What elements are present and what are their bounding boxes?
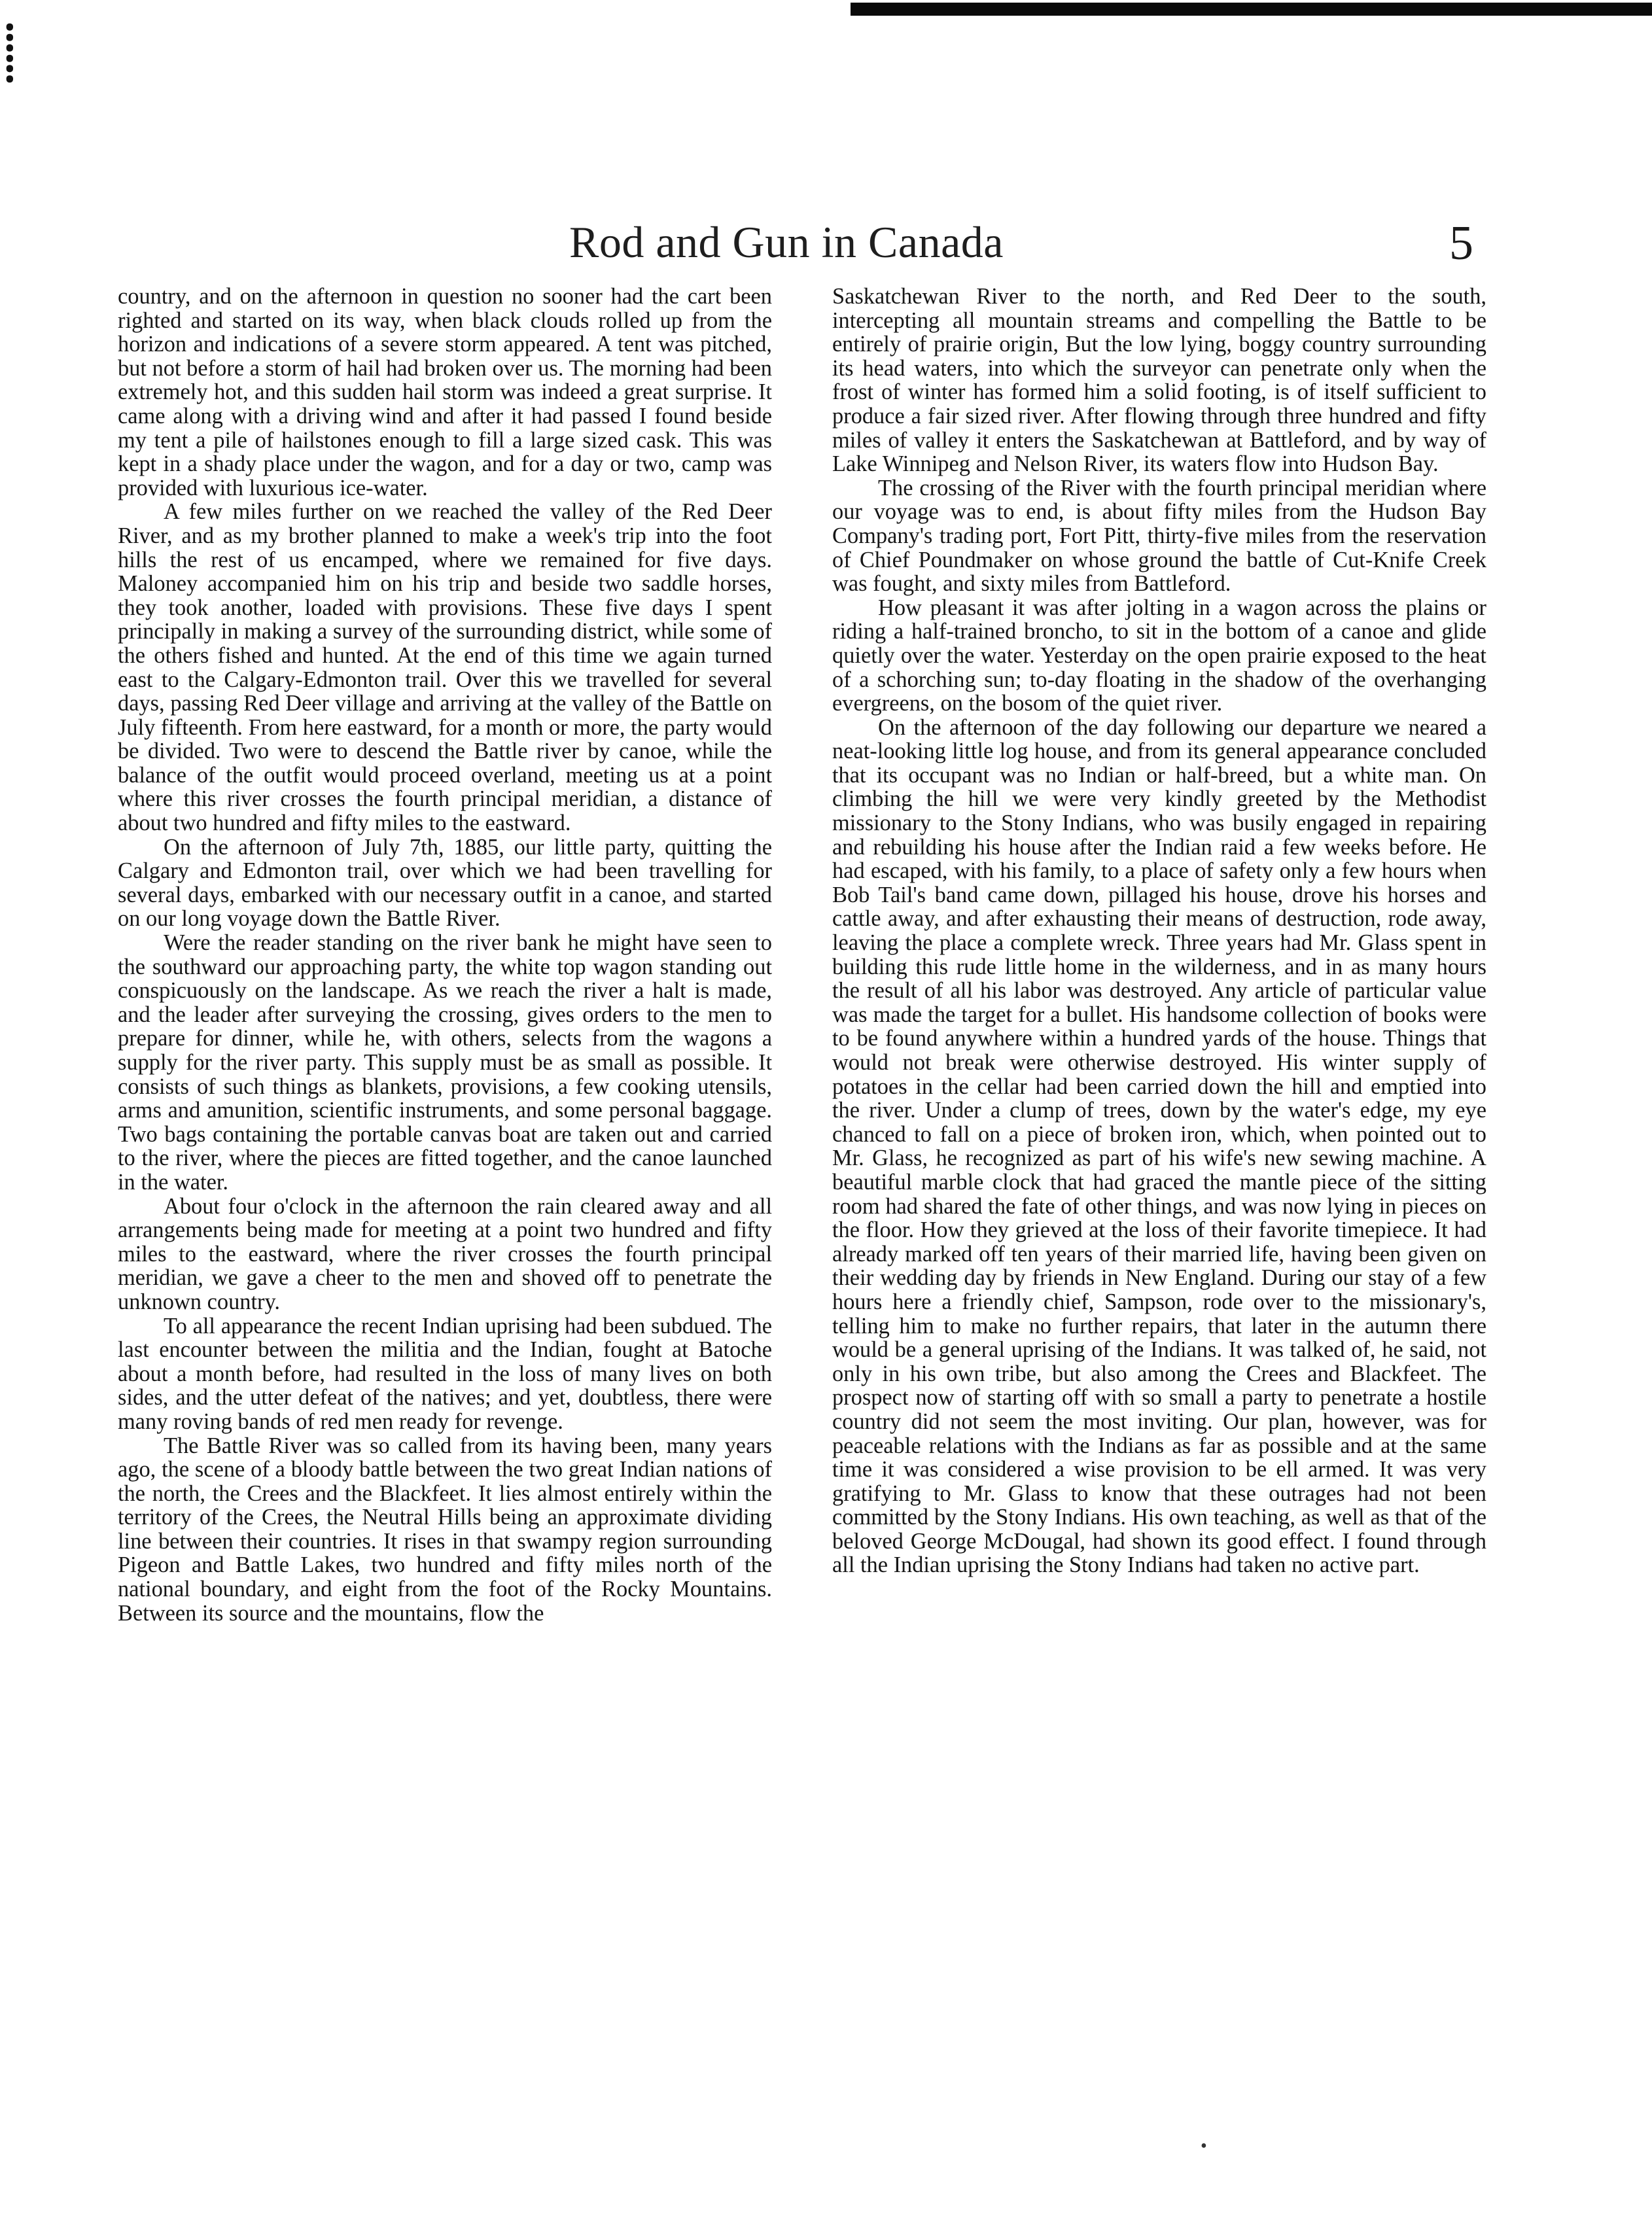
stray-mark: •	[1201, 2136, 1207, 2156]
paragraph: The Battle River was so called from its having been, many years ago, the scene of a bloody battle between the two great Indian nations of the north, the Crees and the Blackfeet. It lies almost entirely within the territory of the Crees, the Neutral Hills being an approximate dividing line between their countries. It rises in that swampy region surrounding Pigeon and Battle Lakes, two hundred and fifty miles north of the national boundary, and eight from the foot of the Rocky Mountains. Between its source and the mountains, flow the	[118, 1433, 772, 1626]
paragraph: The crossing of the River with the fourth principal meridian where our voyage was to end, is about fifty miles from the Hudson Bay Company's trading port, Fort Pitt, thirty-five miles from the reservation of Chief Poundmaker on whose ground the battle of Cut-Knife Creek was fought, and sixty miles from Battleford.	[832, 475, 1486, 597]
paragraph: How pleasant it was after jolting in a wagon across the plains or riding a half-trained broncho, to sit in the bottom of a canoe and glide quietly over the water. Yesterday on the open prairie exposed to the heat of a schorching sun; to-day floating in the shadow of the overhanging evergreens, on the bosom of the quiet river.	[832, 595, 1486, 716]
page-title: Rod and Gun in Canada	[569, 217, 1004, 267]
paragraph: About four o'clock in the afternoon the rain cleared away and all arrangements being made for meeting at a point two hundred and fifty miles to the eastward, where the river crosses the fourth principal meridian, we gave a cheer to the men and shoved off to penetrate the unknown country.	[118, 1193, 772, 1314]
right-column	[832, 285, 1486, 1577]
page-header	[0, 209, 1652, 288]
page-number: 5	[1449, 217, 1473, 270]
paragraph: Were the reader standing on the river bank he might have seen to the southward our approaching party, the white top wagon standing out conspicuously on the landscape. As we reach the river a halt is made, and the leader after surveying the crossing, gives orders to the men to prepare for dinner, while he, with others, selects from the wagons a supply for the river party. This supply must be as small as possible. It consists of such things as blankets, provisions, a few cooking utensils, arms and amunition, scientific instruments, and some personal baggage. Two bags containing the portable canvas boat are taken out and carried to the river, where the pieces are fitted together, and the canoe launched in the water.	[118, 930, 772, 1195]
top-rule	[851, 3, 1652, 16]
paragraph: Saskatchewan River to the north, and Red Deer to the south, intercepting all mountain streams and compelling the Battle to be entirely of prairie origin, But the low lying, boggy country surrounding its head waters, into which the surveyor can penetrate only when the frost of winter has formed him a solid footing, is of itself sufficient to produce a fair sized river. After flowing through three hundred and fifty miles of valley it enters the Saskatchewan at Battleford, and by way of Lake Winnipeg and Nelson River, its waters flow into Hudson Bay.	[832, 284, 1486, 477]
corner-mark: ⸽	[3, 23, 17, 84]
paragraph: On the afternoon of July 7th, 1885, our little party, quitting the Calgary and Edmonton trail, over which we had been travelling for several days, embarked with our necessary outfit in a canoe, and started on our long voyage down the Battle River.	[118, 834, 772, 932]
paragraph: A few miles further on we reached the valley of the Red Deer River, and as my brother planned to make a week's trip into the foot hills the rest of us encamped, where we remained for five days. Maloney accompanied him on his trip and beside two saddle horses, they took another, loaded with provisions. These five days I spent principally in making a survey of the surrounding district, while some of the others fished and hunted. At the end of this time we again turned east to the Calgary-Edmonton trail. Over this we travelled for several days, passing Red Deer village and arriving at the valley of the Battle on July fifteenth. From here eastward, for a month or more, the party would be divided. Two were to descend the Battle river by canoe, while the balance of the outfit would proceed overland, meeting us at a point where this river crosses the fourth principal meridian, a distance of about two hundred and fifty miles to the eastward.	[118, 499, 772, 836]
left-column	[118, 285, 772, 1625]
paragraph: On the afternoon of the day following our departure we neared a neat-looking little log house, and from its general appearance concluded that its occupant was no Indian or half-breed, but a white man. On climbing the hill we were very kindly greeted by the Methodist missionary to the Stony Indians, who was busily engaged in repairing and rebuilding his house after the Indian raid a few weeks before. He had escaped, with his family, to a place of safety only a few hours when Bob Tail's band came down, pillaged his house, drove his horses and cattle away, and after exhausting their means of destruction, rode away, leaving the place a complete wreck. Three years had Mr. Glass spent in building this rude little home in the wilderness, and in as many hours the result of all his labor was destroyed. Any article of particular value was made the target for a bullet. His handsome collection of books were to be found anywhere within a hundred yards of the house. Things that would not break were otherwise destroyed. His winter supply of potatoes in the cellar had been carried down the hill and emptied into the river. Under a clump of trees, down by the water's edge, my eye chanced to fall on a piece of broken iron, which, when pointed out to Mr. Glass, he recognized as part of his wife's new sewing machine. A beautiful marble clock that had graced the mantle piece of the sitting room had shared the fate of other things, and was now lying in pieces on the floor. How they grieved at the loss of their favorite timepiece. It had already marked off ten years of their married life, having been given on their wedding day by friends in New England. During our stay of a few hours here a friendly chief, Sampson, rode over to the missionary's, telling him to make no further repairs, that later in the autumn there would be a general uprising of the Indians. It was talked of, he said, not only in his own tribe, but also among the Crees and Blackfeet. The prospect now of starting off with so small a party to penetrate a hostile country did not seem the most inviting. Our plan, however, was for peaceable relations with the Indians as far as possible and at the same time it was considered a wise provision to be ell armed. It was very gratifying to Mr. Glass to know that these outrages had not been committed by the Stony Indians. His own teaching, as well as that of the beloved George McDougal, had shown its good effect. I found through all the Indian uprising the Stony Indians had taken no active part.	[832, 714, 1486, 1578]
paragraph: To all appearance the recent Indian uprising had been subdued. The last encounter between the militia and the Indian, fought at Batoche about a month before, had resulted in the loss of many lives on both sides, and the utter defeat of the natives; and yet, doubtless, there were many roving bands of red men ready for revenge.	[118, 1313, 772, 1434]
paragraph: country, and on the afternoon in question no sooner had the cart been righted and started on its way, when black clouds rolled up from the horizon and indications of a severe storm appeared. A tent was pitched, but not before a storm of hail had broken over us. The morning had been extremely hot, and this sudden hail storm was indeed a great surprise. It came along with a driving wind and after it had passed I found beside my tent a pile of hailstones enough to fill a large sized cask. This was kept in a shady place under the wagon, and for a day or two, camp was provided with luxurious ice-water.	[118, 284, 772, 500]
